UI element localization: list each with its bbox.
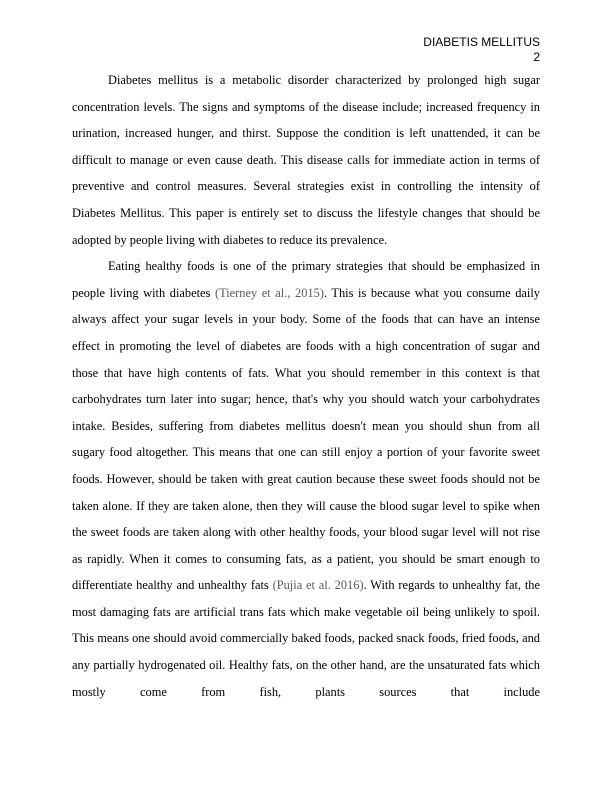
citation-tierney: (Tierney et al., 2015) [214,285,324,300]
running-header [423,35,540,65]
paragraph-introduction: Diabetes mellitus is a metabolic disorder characterized by prolonged high sugar concentration levels. The signs and symptoms of the disease include; increased frequency in urination, increased hunger, and thirst. Suppose the condition is left unattended, it can be difficult to manage or even cause death. This disease calls for immediate action in terms of preventive and control measures. Several strategies exist in controlling the intensity of Diabetes Mellitus. This paper is entirely set to discuss the lifestyle changes that should be adopted by people living with diabetes to reduce its prevalence. [72,73,540,247]
document-body [72,67,540,705]
citation-pujia: (Pujia et al. 2016) [272,578,364,593]
header-title: DIABETIS MELLITUS [423,35,540,49]
paragraph-text-segment: . This is because what you consume daily always affect your sugar levels in your body. Some of the foods that can have an intense effect in promoting the level of diabetes are foods with a high concentration of sugar and those that have high contents of fats. What you should remember in this context is that carbohydrates turn later into sugar; hence, that's why you should watch your carbohydrates intake. Besides, suffering from diabetes mellitus doesn't mean you should shun from all sugary food altogether. This means that one can still enjoy a portion of your favorite sweet foods. However, should be taken with great caution because these sweet foods should not be taken alone. If they are taken alone, then they will cause the blood sugar level to spike when the sweet foods are taken along with other healthy foods, your blood sugar level will not rise as rapidly. When it comes to consuming fats, as a patient, you should be smart enough to differentiate healthy and unhealthy fats [72,285,540,593]
paragraph-text-segment: . With regards to unhealthy fat, the most damaging fats are artificial trans fats which make vegetable oil being unlikely to spoil. This means one should avoid commercially baked foods, packed snack foods, fried foods, and any partially hydrogenated oil. Healthy fats, on the other hand, are the unsaturated fats which mostly come from fish, plants sources that include [72,578,540,699]
paragraph-healthy-foods [72,253,540,705]
header-page-number: 2 [533,50,540,64]
paragraph-text-segment: Eating healthy foods is one of the primary strategies that should be emphasized in people living with diabetes [72,259,540,300]
